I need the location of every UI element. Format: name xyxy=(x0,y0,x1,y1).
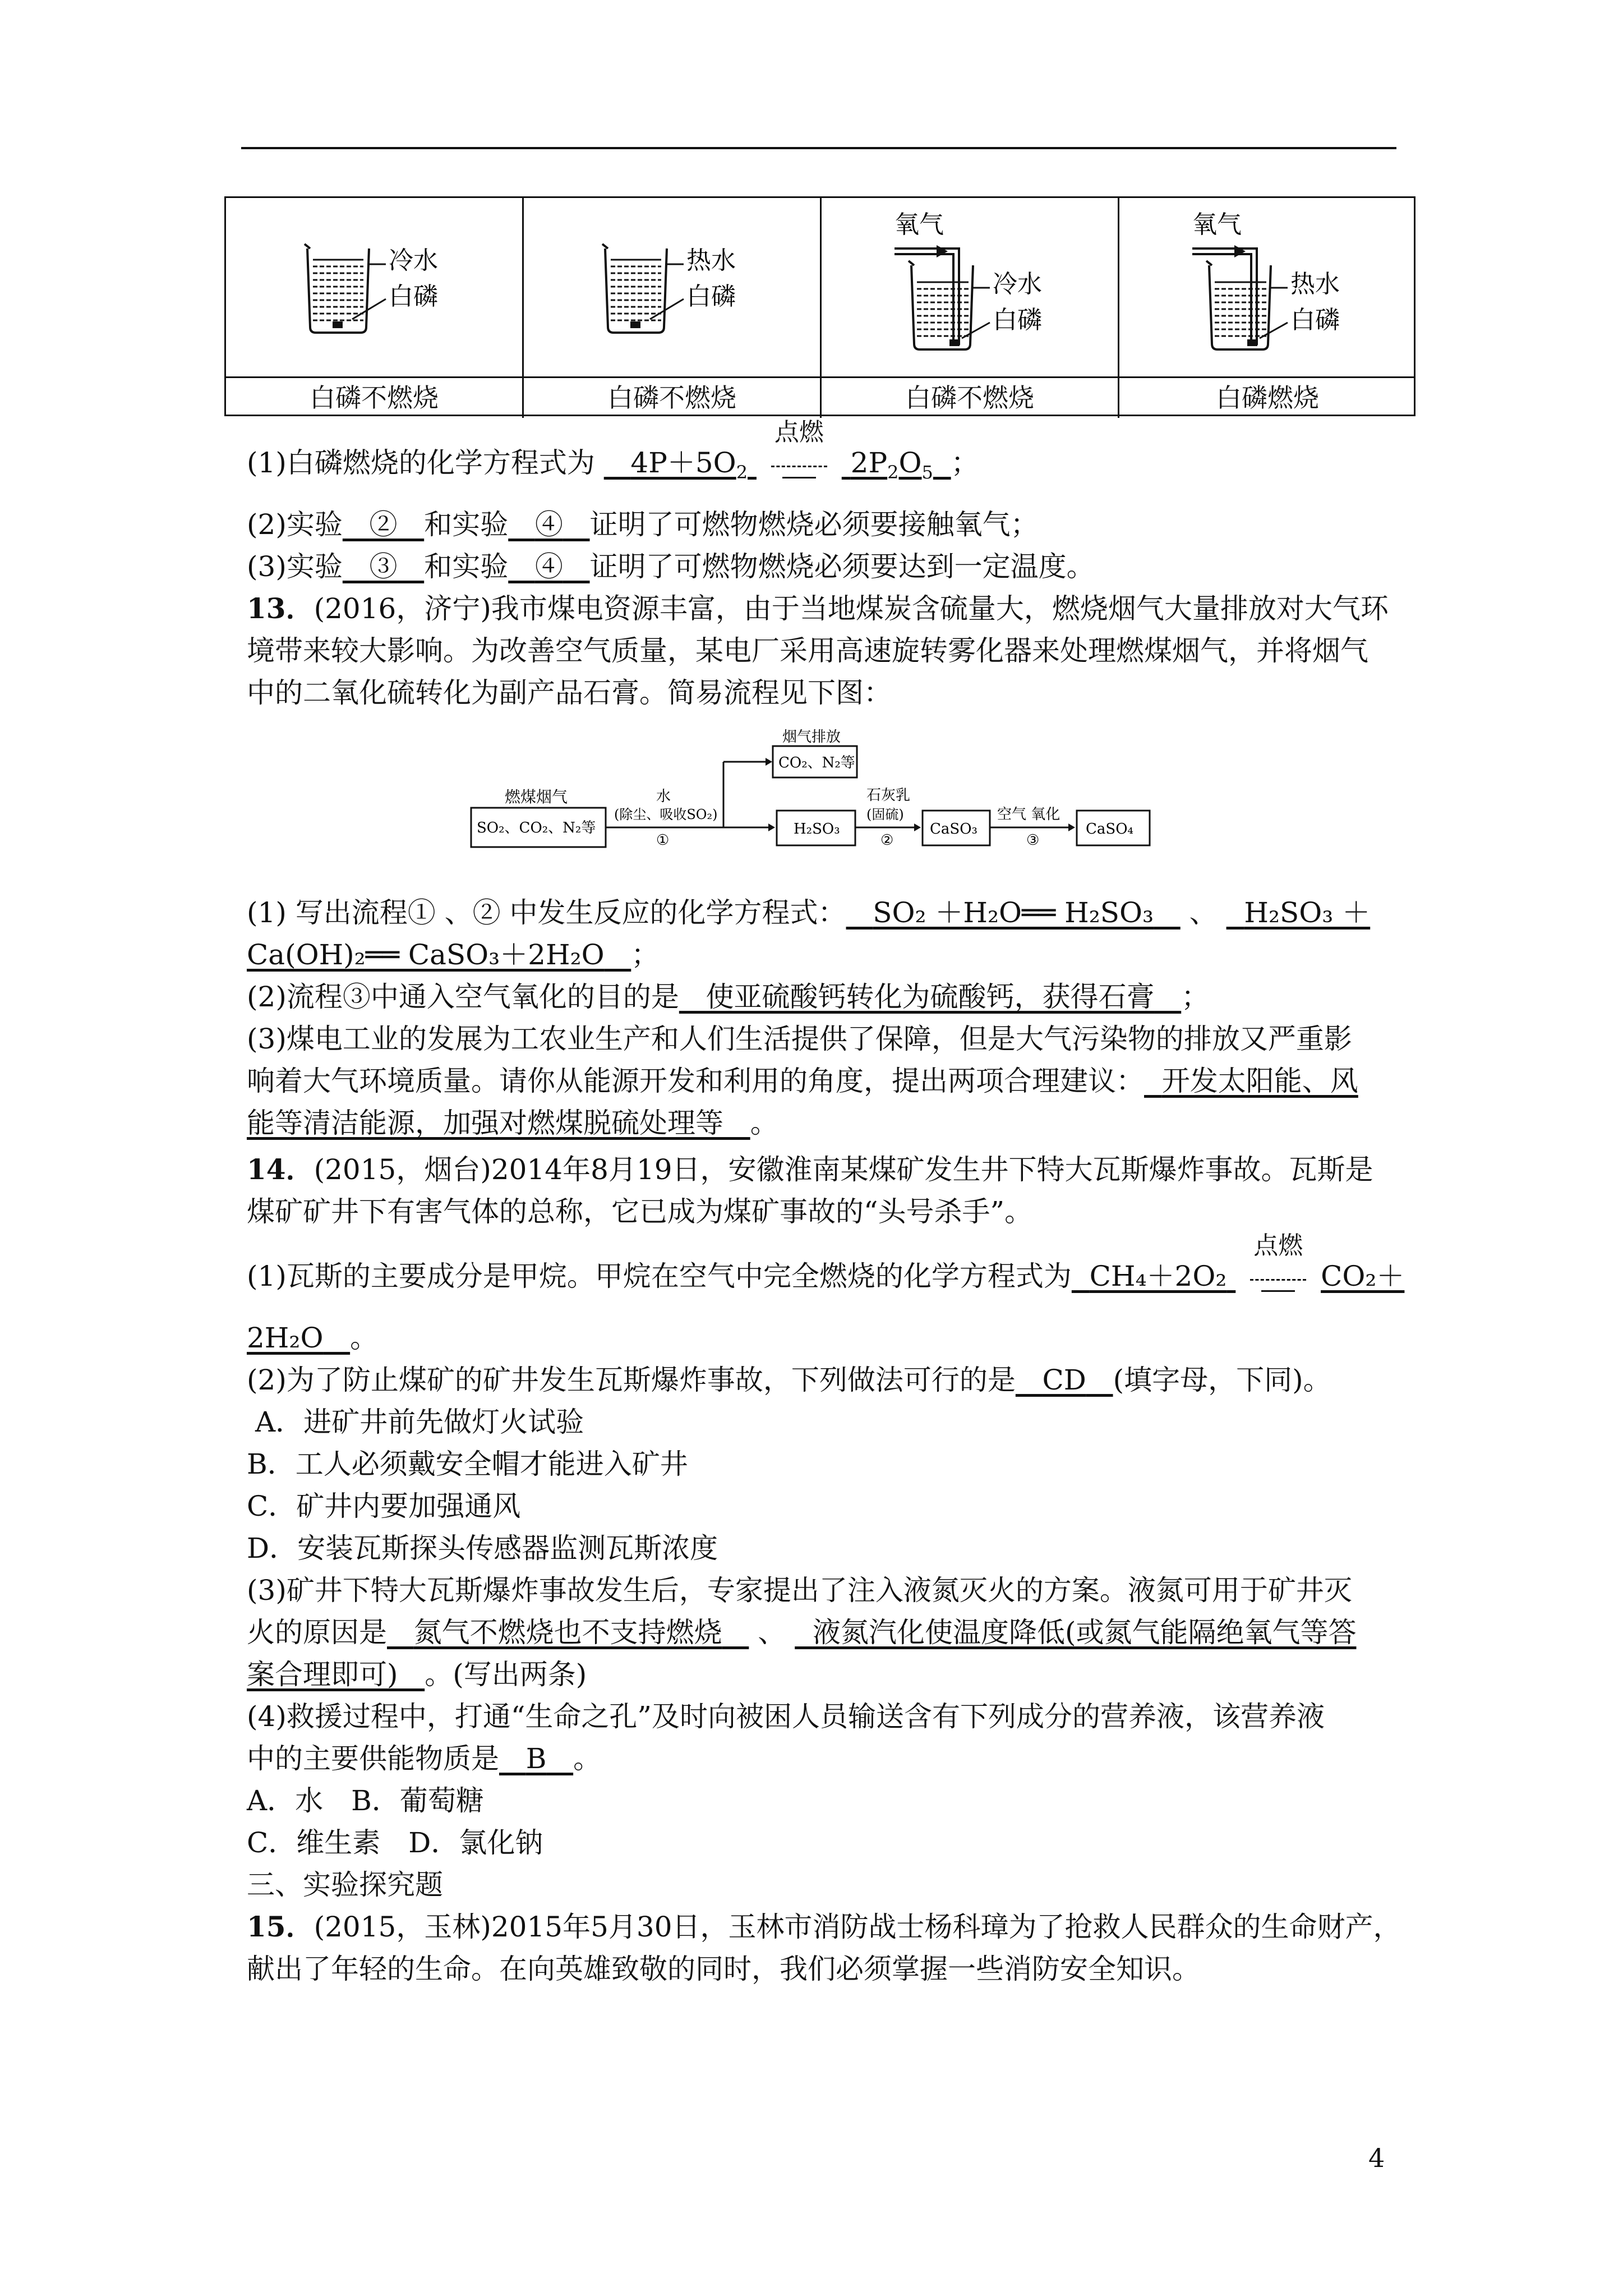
q14-part4-line2: 中的主要供能物质是 B 。 xyxy=(247,1742,602,1775)
q14-part4-options-1: A．水 B．葡萄糖 xyxy=(247,1784,484,1817)
experiment-cell-3 xyxy=(822,198,1119,376)
experiment-cell-2 xyxy=(524,198,822,376)
result-label-3: 白磷不燃烧 xyxy=(822,378,1119,418)
header-rule xyxy=(241,147,1396,149)
experiment-cell-1 xyxy=(226,198,524,376)
flow-h2so3-text: H₂SO₃ xyxy=(794,821,840,838)
answer-blank: $2P_2O_5$ xyxy=(850,447,933,483)
q12-part1: (1)白磷燃烧的化学方程式为 $4P+5O_2$ 点燃 $2P_2O_5$ ； xyxy=(247,418,979,483)
result-row xyxy=(226,376,1414,416)
q13-part3-line3: 能等清洁能源，加强对燃煤脱硫处理等 。 xyxy=(247,1107,778,1139)
q13-part3-line1: (3)煤电工业的发展为工农业生产和人们生活提供了保障，但是大气污染物的排放又严重影 xyxy=(247,1023,1352,1055)
result-label-2: 白磷不燃烧 xyxy=(524,378,822,418)
q13-stem-line1: 13．(2016，济宁)我市煤电资源丰富，由于当地煤炭含硫量大，燃烧烟气大量排放对大气环 xyxy=(247,592,1389,625)
flow-caso3-text: CaSO₃ xyxy=(930,821,978,838)
gas-label: 氧气 xyxy=(1192,210,1242,239)
q12-part3: (3)实验 ③ 和实验 ④ 证明了可燃物燃烧必须要达到一定温度。 xyxy=(247,550,1095,583)
flow-step2-top: 石灰乳 xyxy=(866,787,911,804)
q14-option-c: C．矿井内要加强通风 xyxy=(247,1490,521,1522)
q14-stem-line2: 煤矿矿井下有害气体的总称，它已成为煤矿事故的“头号杀手”。 xyxy=(247,1195,1033,1228)
flow-step3-top: 空气 氧化 xyxy=(997,806,1061,823)
flow-step1-mid: (除尘、吸收SO₂) xyxy=(614,807,718,822)
answer-blank: $4P+5O_2$ xyxy=(630,447,748,483)
flow-caso4-text: CaSO₄ xyxy=(1086,821,1133,838)
water-label: 冷水 xyxy=(389,246,438,275)
q14-option-d: D．安装瓦斯探头传感器监测瓦斯浓度 xyxy=(247,1532,718,1565)
page-number: 4 xyxy=(1368,2143,1385,2173)
q14-part1-line2: 2H₂O 。 xyxy=(247,1322,379,1354)
q14-part4-line1: (4)救援过程中，打通“生命之孔”及时向被困人员输送含有下列成分的营养液，该营养液 xyxy=(247,1700,1325,1733)
water-label: 冷水 xyxy=(993,270,1042,298)
q14-part3-line2: 火的原因是 氮气不燃烧也不支持燃烧 、 液氮汽化使温度降低(或氮气能隔绝氧气等答 xyxy=(247,1616,1357,1649)
flow-emission-box-text: CO₂、N₂等 xyxy=(778,754,855,771)
solid-label: 白磷 xyxy=(686,282,736,311)
solid-label: 白磷 xyxy=(389,282,438,311)
water-label: 热水 xyxy=(1290,270,1340,298)
q15-stem-line1: 15．(2015，玉林)2015年5月30日，玉林市消防战士杨科璋为了抢救人民群众的生命财产， xyxy=(247,1910,1401,1943)
flow-input-box-text: SO₂、CO₂、N₂等 xyxy=(477,820,596,836)
reaction-condition: 点燃 xyxy=(766,443,833,482)
process-flow-diagram xyxy=(465,729,1178,886)
flow-input-label: 燃煤烟气 xyxy=(505,788,568,806)
q14-option-b: B．工人必须戴安全帽才能进入矿井 xyxy=(247,1448,688,1480)
experiment-table xyxy=(224,196,1415,416)
q13-stem-line2: 境带来较大影响。为改善空气质量，某电厂采用高速旋转雾化器来处理燃煤烟气，并将烟气 xyxy=(247,634,1368,667)
q12-part2: (2)实验 ② 和实验 ④ 证明了可燃物燃烧必须要接触氧气； xyxy=(247,508,1039,541)
section-heading: 三、实验探究题 xyxy=(247,1869,443,1901)
q14-option-a: A．进矿井前先做灯火试验 xyxy=(255,1406,584,1438)
q14-part3-line1: (3)矿井下特大瓦斯爆炸事故发生后，专家提出了注入液氮灭火的方案。液氮可用于矿井灭 xyxy=(247,1574,1352,1607)
flow-step2-num: ② xyxy=(880,832,894,849)
solid-label: 白磷 xyxy=(1290,306,1340,334)
water-label: 热水 xyxy=(686,246,736,275)
q13-part1-line2: Ca(OH)₂══ CaSO₃＋2H₂O ； xyxy=(247,938,660,971)
reaction-condition: 点燃 xyxy=(1244,1257,1312,1296)
q13-stem-line3: 中的二氧化硫转化为副产品石膏。简易流程见下图： xyxy=(247,677,892,709)
result-label-4: 白磷燃烧 xyxy=(1216,383,1319,413)
q14-stem-line1: 14．(2015，烟台)2014年8月19日，安徽淮南某煤矿发生井下特大瓦斯爆炸事故。瓦斯是 xyxy=(247,1153,1373,1186)
solid-label: 白磷 xyxy=(993,306,1042,334)
q14-part1-line1: (1)瓦斯的主要成分是甲烷。甲烷在空气中完全燃烧的化学方程式为 CH₄＋2O₂ 点燃 CO₂＋ xyxy=(247,1257,1404,1296)
q15-stem-line2: 献出了年轻的生命。在向英雄致敬的同时，我们必须掌握一些消防安全知识。 xyxy=(247,1953,1200,1985)
experiment-cell-4 xyxy=(1119,198,1415,376)
q13-part1-line1: (1) 写出流程① 、② 中发生反应的化学方程式： SO₂ ＋H₂O══ H₂SO₃ 、 H₂SO₃ ＋ xyxy=(247,896,1371,929)
result-label-1: 白磷不燃烧 xyxy=(226,378,524,418)
q14-part4-options-2: C．维生素 D．氯化钠 xyxy=(247,1826,543,1859)
flow-step1-num: ① xyxy=(656,832,670,849)
flow-step3-num: ③ xyxy=(1026,832,1040,849)
flow-step2-mid: (固硫) xyxy=(866,807,904,822)
q13-part2: (2)流程③中通入空气氧化的目的是 使亚硫酸钙转化为硫酸钙，获得石膏 ； xyxy=(247,981,1210,1013)
gas-label: 氧气 xyxy=(895,210,944,239)
q14-part2: (2)为了防止煤矿的矿井发生瓦斯爆炸事故，下列做法可行的是 CD (填字母，下同)。 xyxy=(247,1364,1331,1396)
flow-step1-top: 水 xyxy=(656,788,671,805)
q14-part3-line3: 案合理即可) 。(写出两条) xyxy=(247,1658,587,1691)
q13-part3-line2: 响着大气环境质量。请你从能源开发和利用的角度，提出两项合理建议： 开发太阳能、风 xyxy=(247,1065,1358,1097)
flow-emission-label: 烟气排放 xyxy=(782,729,841,746)
